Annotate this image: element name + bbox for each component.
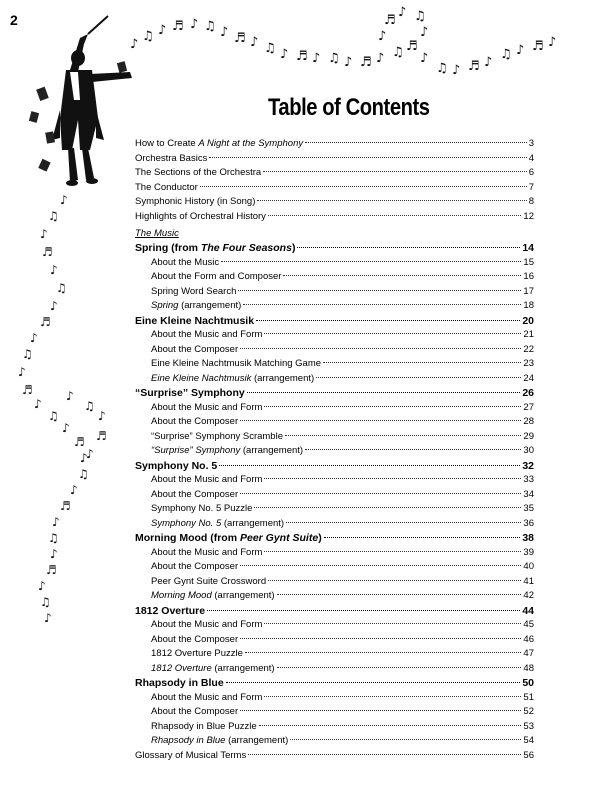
toc-entry-label	[151, 662, 275, 677]
toc-entry-label	[151, 415, 238, 430]
dot-leader	[264, 623, 521, 624]
dot-leader	[219, 465, 520, 466]
page-ref: 7	[528, 181, 534, 193]
toc-entry-glossary[interactable]	[135, 749, 534, 764]
label-part: Symphonic History (in Song)	[135, 196, 256, 207]
toc-entry-label	[135, 152, 207, 167]
page-ref: 48	[523, 662, 534, 674]
dot-leader	[209, 157, 526, 158]
svg-text:♬: ♬	[74, 435, 85, 449]
toc-subentry[interactable]	[135, 691, 534, 706]
dot-leader	[240, 565, 521, 566]
toc-entry-label	[151, 430, 283, 445]
svg-text:♪: ♪	[66, 389, 74, 403]
label-part: Peer Gynt Suite Crossword	[151, 575, 267, 587]
svg-text:♪: ♪	[190, 17, 199, 32]
page-ref: 8	[528, 196, 534, 207]
svg-text:♬: ♬	[60, 499, 71, 513]
svg-text:♬: ♬	[46, 563, 57, 577]
page-ref: 50	[522, 677, 534, 689]
toc-subentry[interactable]	[135, 270, 534, 285]
toc-entry-label	[135, 137, 303, 152]
toc-piece-heading[interactable]	[135, 459, 534, 474]
dot-leader	[264, 696, 521, 697]
toc-subentry[interactable]	[135, 328, 534, 343]
toc-entry-label	[151, 444, 303, 459]
label-part: (arrangement)	[221, 517, 285, 529]
svg-text:♫: ♫	[264, 41, 276, 56]
svg-text:♬: ♬	[296, 49, 308, 64]
label-part: About the Composer	[151, 416, 239, 427]
toc-entry-label	[151, 734, 288, 749]
dot-leader	[264, 551, 521, 552]
label-part: (arrangement)	[211, 662, 275, 674]
toc-subentry[interactable]	[135, 517, 534, 532]
svg-text:♪: ♪	[52, 515, 60, 529]
toc-entry-label	[135, 210, 266, 225]
page-ref: 12	[523, 210, 534, 222]
label-part: (arrangement)	[225, 735, 289, 746]
dot-leader	[305, 449, 521, 450]
svg-text:♬: ♬	[172, 19, 184, 34]
svg-text:♪: ♪	[220, 25, 229, 40]
svg-text:♬: ♬	[360, 55, 372, 70]
label-part: (arrangement)	[211, 590, 275, 601]
dot-leader	[254, 507, 521, 508]
toc-entry-label	[151, 488, 238, 503]
dot-leader	[264, 406, 521, 407]
label-part: About the Music and Form	[151, 329, 263, 340]
label-part: 1812 Overture	[151, 662, 212, 674]
toc-entry-label	[135, 386, 245, 401]
label-part: “Surprise” Symphony Scramble	[151, 430, 283, 442]
svg-text:♪: ♪	[18, 365, 26, 379]
page-ref: 16	[523, 271, 534, 282]
svg-text:♪: ♪	[158, 23, 167, 38]
page-ref: 24	[523, 372, 534, 384]
dot-leader	[285, 435, 521, 436]
svg-text:♪: ♪	[62, 421, 70, 435]
label-part: Eine Kleine Nachtmusik Matching Game	[151, 358, 322, 369]
svg-text:♪: ♪	[50, 299, 58, 313]
toc-subentry[interactable]	[135, 473, 534, 488]
svg-text:♫: ♫	[500, 47, 512, 62]
label-part: About the Composer	[151, 561, 239, 572]
svg-text:♪: ♪	[280, 47, 289, 62]
dot-leader	[257, 200, 526, 201]
label-part: About the Music and Form	[151, 474, 263, 485]
toc-subentry[interactable]	[135, 299, 534, 314]
svg-text:♪: ♪	[44, 611, 52, 625]
label-part: About the Music and Form	[151, 401, 263, 413]
svg-text:♪: ♪	[50, 263, 58, 277]
dot-leader	[277, 594, 522, 595]
svg-text:♫: ♫	[78, 467, 89, 481]
page-ref: 3	[528, 138, 534, 149]
notes-cascade-left	[18, 193, 107, 625]
dot-leader	[200, 186, 527, 187]
label-part: About the Music	[151, 256, 220, 268]
svg-text:♫: ♫	[436, 61, 448, 76]
label-part: Rhapsody in Blue	[151, 735, 226, 746]
svg-text:♪: ♪	[312, 51, 321, 66]
label-part: Rhapsody in Blue Puzzle	[151, 720, 257, 732]
toc-subentry[interactable]	[135, 633, 534, 648]
dot-leader	[264, 478, 521, 479]
toc-entry-label	[151, 647, 243, 662]
page-ref: 45	[523, 619, 534, 630]
dot-leader	[248, 754, 521, 755]
toc-entry-label	[151, 343, 238, 358]
toc-subentry[interactable]	[135, 618, 534, 633]
label-part: (arrangement)	[251, 372, 315, 384]
svg-text:♪: ♪	[30, 331, 38, 345]
toc-entry-label	[151, 256, 219, 271]
page-ref: 28	[523, 416, 534, 427]
toc-subentry[interactable]	[135, 546, 534, 561]
dot-leader	[238, 290, 521, 291]
dot-leader	[245, 652, 522, 653]
page-ref: 33	[523, 474, 534, 485]
page-title: Table of Contents	[268, 94, 430, 121]
toc-entry-label	[151, 720, 257, 735]
dot-leader	[268, 580, 521, 581]
svg-text:♪: ♪	[344, 55, 353, 70]
dot-leader	[240, 348, 521, 349]
svg-text:♬: ♬	[96, 429, 107, 443]
toc-entry-label	[135, 314, 254, 329]
dot-leader	[221, 261, 521, 262]
label-part: Morning Mood (from	[135, 532, 240, 544]
page-ref: 56	[523, 749, 534, 761]
dot-leader	[264, 333, 521, 334]
toc-entry-label	[151, 328, 262, 343]
label-part: Glossary of Musical Terms	[135, 749, 247, 761]
page-ref: 42	[523, 590, 534, 601]
toc-entry[interactable]	[135, 137, 534, 152]
page-ref: 36	[523, 517, 534, 529]
label-part: (arrangement)	[240, 445, 304, 456]
label-part: Rhapsody in Blue	[135, 677, 224, 689]
page-ref: 41	[523, 575, 534, 587]
conductor-figure	[52, 16, 132, 186]
dot-leader	[268, 215, 521, 216]
dot-leader	[323, 362, 521, 363]
toc-entry-label	[135, 241, 295, 256]
label-part: About the Composer	[151, 343, 239, 355]
page-ref: 15	[523, 256, 534, 268]
label-part: Eine Kleine Nachtmusik	[151, 372, 252, 384]
dot-leader	[286, 522, 521, 523]
svg-text:♪: ♪	[250, 35, 259, 50]
page-ref: 53	[523, 720, 534, 732]
label-part: Morning Mood	[151, 590, 212, 601]
toc-subentry[interactable]	[135, 430, 534, 445]
svg-text:♪: ♪	[420, 51, 429, 66]
dot-leader	[316, 377, 521, 378]
svg-text:♪: ♪	[34, 397, 42, 411]
toc-entry-label	[135, 604, 205, 619]
toc-entry-label	[135, 531, 322, 546]
toc-subentry[interactable]	[135, 488, 534, 503]
page-ref: 23	[523, 358, 534, 369]
page-ref: 26	[522, 387, 534, 399]
label-part: About the Composer	[151, 706, 239, 717]
label-part: About the Music and Form	[151, 691, 263, 703]
toc-subentry[interactable]	[135, 444, 534, 459]
label-part: “Surprise” Symphony	[135, 387, 245, 399]
toc-entry[interactable]	[135, 210, 534, 225]
toc-subentry[interactable]	[135, 401, 534, 416]
toc-entry-label	[151, 401, 262, 416]
toc-subentry[interactable]	[135, 647, 534, 662]
svg-text:♬: ♬	[468, 59, 480, 74]
toc-entry-label	[151, 299, 241, 314]
svg-text:♪: ♪	[80, 451, 88, 465]
toc-subentry[interactable]	[135, 734, 534, 749]
label-part: Spring	[151, 300, 179, 311]
page-ref: 40	[523, 561, 534, 572]
toc-subentry[interactable]	[135, 662, 534, 677]
page-ref: 39	[523, 546, 534, 558]
notes-swirl-top	[130, 5, 556, 78]
label-part: A Night at the Symphony	[198, 138, 304, 149]
toc-subentry[interactable]	[135, 575, 534, 590]
dot-leader	[240, 493, 521, 494]
svg-text:♫: ♫	[40, 595, 51, 609]
label-part: About the Music and Form	[151, 619, 263, 630]
toc-entry-label	[135, 749, 246, 764]
toc-entry-label	[151, 618, 262, 633]
dot-leader	[247, 392, 521, 393]
section-label-music: The Music	[135, 228, 179, 239]
page-ref: 14	[522, 242, 534, 254]
label-part: Peer Gynt Suite	[239, 532, 319, 544]
toc-entry-label	[151, 705, 238, 720]
toc-entry-label	[151, 560, 238, 575]
toc-subentry[interactable]	[135, 372, 534, 387]
svg-text:♪: ♪	[60, 193, 68, 207]
svg-text:♪: ♪	[38, 579, 46, 593]
svg-text:♪: ♪	[376, 51, 385, 66]
svg-text:♪: ♪	[86, 447, 94, 461]
page-ref: 32	[522, 459, 534, 472]
label-part: Spring (from	[135, 242, 201, 254]
label-part: About the Composer	[151, 633, 239, 645]
page-ref: 6	[528, 167, 534, 178]
toc-piece-heading[interactable]	[135, 314, 534, 329]
label-part: About the Music and Form	[151, 546, 263, 558]
page-ref: 27	[523, 401, 534, 413]
toc-subentry[interactable]	[135, 357, 534, 372]
dot-leader	[283, 275, 521, 276]
page-ref: 46	[523, 633, 534, 645]
svg-text:♪: ♪	[70, 483, 78, 497]
svg-text:♬: ♬	[234, 31, 246, 46]
svg-text:♬: ♬	[406, 39, 418, 54]
svg-text:♫: ♫	[56, 281, 67, 295]
toc-piece-heading[interactable]	[135, 604, 534, 619]
dot-leader	[243, 304, 521, 305]
label-part: How to Create	[135, 138, 199, 149]
toc-subentry[interactable]	[135, 256, 534, 271]
toc-entry-label	[135, 459, 217, 474]
page-ref: 30	[523, 445, 534, 456]
toc-piece-heading[interactable]	[135, 241, 534, 256]
toc-entry-label	[135, 195, 255, 210]
toc-piece-heading[interactable]	[135, 386, 534, 401]
label-part: The Sections of the Orchestra	[135, 167, 262, 178]
toc-entry-label	[135, 181, 198, 196]
toc-subentry[interactable]	[135, 720, 534, 735]
toc-entry[interactable]	[135, 195, 534, 210]
svg-text:♪: ♪	[130, 37, 139, 52]
label-part: )	[318, 532, 322, 544]
svg-text:♪: ♪	[378, 29, 387, 44]
dot-leader	[256, 320, 520, 321]
page-ref: 38	[522, 532, 534, 544]
svg-text:♫: ♫	[84, 399, 95, 413]
page-ref: 47	[523, 648, 534, 659]
page-ref: 17	[523, 285, 534, 297]
dot-leader	[277, 667, 522, 668]
toc-entry-label	[151, 502, 252, 517]
svg-text:♫: ♫	[22, 347, 33, 361]
svg-text:♬: ♬	[42, 245, 53, 259]
label-part: The Four Seasons	[200, 242, 292, 254]
page-ref: 29	[523, 430, 534, 442]
svg-text:♫: ♫	[48, 209, 59, 223]
dot-leader	[324, 537, 521, 538]
toc-entry-label	[135, 166, 261, 181]
label-part: Eine Kleine Nachtmusik	[135, 314, 255, 327]
svg-text:♬: ♬	[22, 383, 33, 397]
label-part: Orchestra Basics	[135, 152, 208, 164]
label-part: Symphony No. 5	[151, 517, 222, 529]
svg-text:♫: ♫	[48, 409, 59, 423]
toc-entry-label	[151, 575, 266, 590]
page-ref: 4	[528, 152, 534, 164]
page-ref: 54	[523, 735, 534, 746]
page-ref: 20	[522, 314, 534, 327]
toc-entry-label	[151, 357, 321, 372]
toc-subentry[interactable]	[135, 502, 534, 517]
label-part: (arrangement)	[178, 300, 242, 311]
svg-text:♫: ♫	[204, 19, 216, 34]
page-ref: 21	[523, 329, 534, 340]
toc-entry-label	[151, 691, 262, 706]
toc-entry[interactable]	[135, 181, 534, 196]
toc-entry-label	[135, 676, 224, 691]
toc-entry-label	[151, 473, 262, 488]
page-ref: 44	[522, 604, 534, 617]
label-part: 1812 Overture	[135, 604, 206, 617]
label-part: “Surprise” Symphony	[151, 445, 241, 456]
table-of-contents	[135, 137, 534, 763]
label-part: 1812 Overture Puzzle	[151, 648, 243, 659]
svg-text:♫: ♫	[328, 51, 340, 66]
dot-leader	[226, 682, 521, 683]
label-part: Highlights of Orchestral History	[135, 210, 266, 222]
svg-text:♪: ♪	[516, 43, 525, 58]
toc-entry-label	[151, 372, 314, 387]
toc-entry-label	[151, 589, 275, 604]
page-ref: 51	[523, 691, 534, 703]
svg-text:♬: ♬	[40, 315, 51, 329]
label-part: Spring Word Search	[151, 285, 237, 297]
toc-entry-label	[151, 546, 262, 561]
dot-leader	[297, 247, 520, 248]
label-part: About the Composer	[151, 488, 239, 500]
svg-text:♬: ♬	[384, 13, 396, 28]
svg-text:♪: ♪	[420, 25, 429, 40]
label-part: The Conductor	[135, 181, 198, 193]
toc-entry-label	[151, 285, 236, 300]
dot-leader	[263, 171, 527, 172]
dot-leader	[259, 725, 522, 726]
svg-text:♬: ♬	[532, 39, 544, 54]
toc-piece-heading[interactable]	[135, 531, 534, 546]
toc-subentry[interactable]	[135, 285, 534, 300]
label-part: About the Form and Composer	[151, 271, 282, 282]
svg-text:♫: ♫	[414, 9, 426, 24]
svg-text:♪: ♪	[98, 409, 106, 423]
svg-text:♪: ♪	[50, 547, 58, 561]
page-ref: 22	[523, 343, 534, 355]
dot-leader	[290, 739, 521, 740]
label-part: )	[291, 242, 296, 254]
svg-text:♪: ♪	[40, 227, 48, 241]
page-ref: 34	[523, 488, 534, 500]
dot-leader	[240, 710, 521, 711]
toc-subentry[interactable]	[135, 343, 534, 358]
page-ref: 35	[523, 503, 534, 514]
toc-entry[interactable]	[135, 152, 534, 167]
toc-subentry[interactable]	[135, 560, 534, 575]
svg-text:♫: ♫	[142, 29, 154, 44]
toc-subentry[interactable]	[135, 415, 534, 430]
svg-text:♫: ♫	[392, 45, 404, 60]
dot-leader	[305, 142, 527, 143]
page-ref: 52	[523, 706, 534, 717]
svg-text:♪: ♪	[484, 55, 493, 70]
toc-entry-label	[151, 270, 281, 285]
svg-text:♪: ♪	[398, 5, 407, 20]
toc-piece-heading[interactable]	[135, 676, 534, 691]
label-part: Symphony No. 5	[135, 459, 218, 472]
toc-subentry[interactable]	[135, 589, 534, 604]
dot-leader	[240, 638, 521, 639]
svg-text:♪: ♪	[452, 63, 461, 78]
toc-entry-label	[151, 633, 238, 648]
page-number: 2	[10, 12, 18, 28]
label-part: Symphony No. 5 Puzzle	[151, 503, 253, 514]
page-ref: 18	[523, 300, 534, 311]
toc-entry[interactable]	[135, 166, 534, 181]
toc-subentry[interactable]	[135, 705, 534, 720]
toc-entry-label	[151, 517, 284, 532]
svg-text:♫: ♫	[48, 531, 59, 545]
dot-leader	[240, 420, 521, 421]
dot-leader	[207, 610, 520, 611]
svg-text:♪: ♪	[548, 35, 557, 50]
